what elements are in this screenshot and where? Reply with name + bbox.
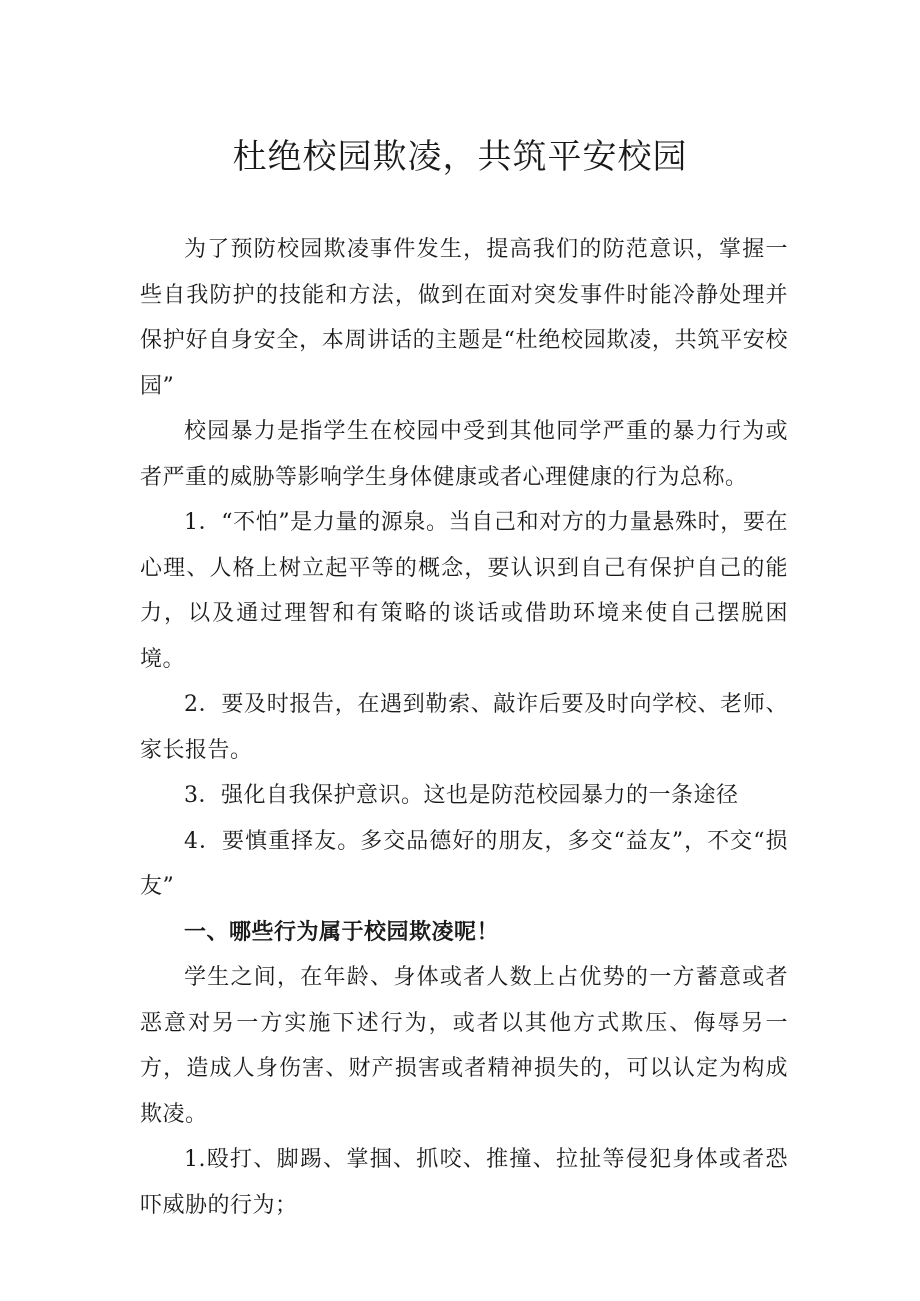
tip-paragraph-1: 1．“不怕”是力量的源泉。当自己和对方的力量悬殊时，要在心理、人格上树立起平等的概念，要认识到自己有保护自己的能力，以及通过理智和有策略的谈话或借助环境来使自己摆脱困境。 <box>140 510 788 672</box>
section-paragraph: 学生之间，在年龄、身体或者人数上占优势的一方蓄意或者恶意对另一方实施下述行为，或者以其他方式欺压、侮辱另一方，造成人身伤害、财产损害或者精神损失的，可以认定为构成欺凌。 <box>140 965 788 1127</box>
document-title: 杜绝校园欺凌，共筑平安校园 <box>232 137 688 177</box>
tip-paragraph-3: 3．强化自我保护意识。这也是防范校园暴力的一条途径 <box>184 783 739 808</box>
document-body <box>140 227 788 1228</box>
intro-paragraph: 为了预防校园欺凌事件发生，提高我们的防范意识，掌握一些自我防护的技能和方法，做到在面对突发事件时能冷静处理并保护好自身安全，本周讲话的主题是“杜绝校园欺凌，共筑平安校园” <box>140 237 788 399</box>
definition-paragraph: 校园暴力是指学生在校园中受到其他同学严重的暴力行为或者严重的威胁等影响学生身体健康或者心理健康的行为总称。 <box>140 419 788 490</box>
section-heading: 一、哪些行为属于校园欺凌呢！ <box>184 919 500 945</box>
tip-paragraph-4: 4．要慎重择友。多交品德好的朋友，多交“益友”，不交“损友” <box>140 828 788 899</box>
section-list-item-1: 1.殴打、脚踢、掌掴、抓咬、推撞、拉扯等侵犯身体或者恐吓威胁的行为； <box>140 1147 788 1218</box>
tip-paragraph-2: 2．要及时报告，在遇到勒索、敲诈后要及时向学校、老师、家长报告。 <box>140 692 788 763</box>
